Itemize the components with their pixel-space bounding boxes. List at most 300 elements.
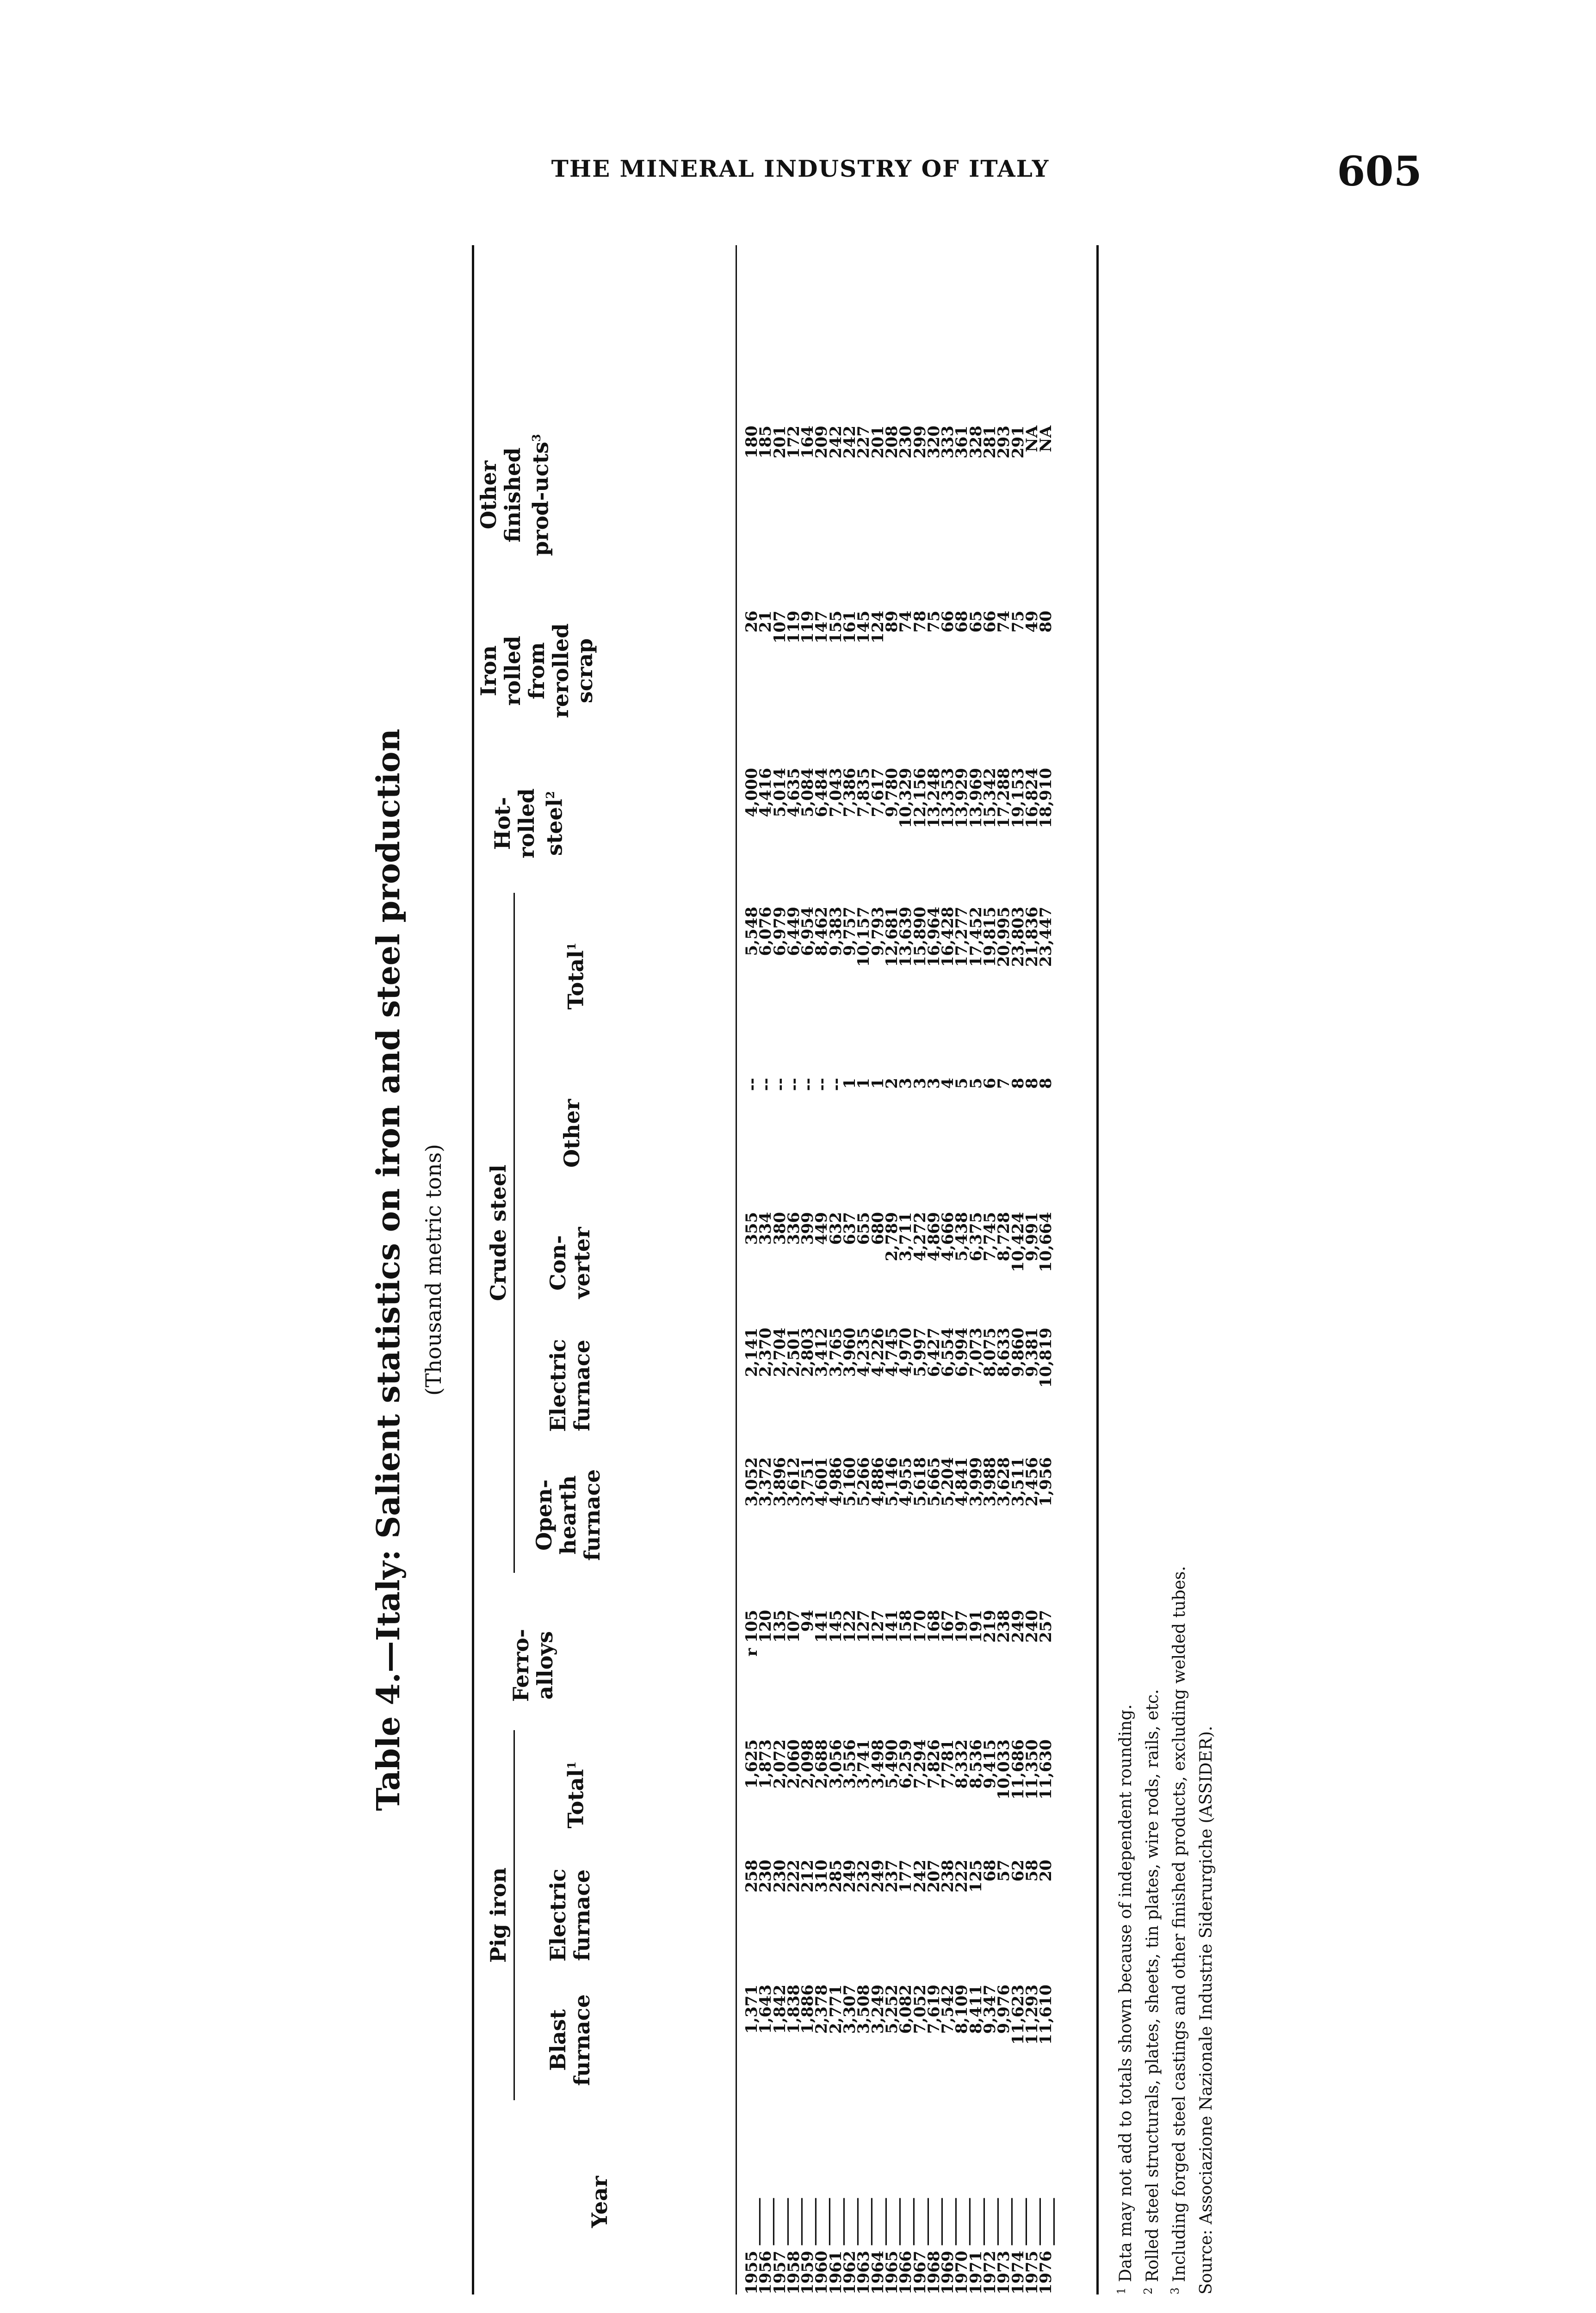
table-cell: NA <box>1037 426 1056 452</box>
table-cell: 2,456 <box>1022 1457 1041 1507</box>
table-cell: 74 <box>897 611 916 633</box>
table-cell: 177 <box>897 1860 916 1892</box>
table-cell: 1,886 <box>798 1985 817 2034</box>
crude-steel-rule <box>513 893 515 1573</box>
table-cell: 16,824 <box>1022 768 1041 829</box>
table-cell: 9,991 <box>1022 1212 1041 1262</box>
table-cell: -- <box>826 1078 845 1091</box>
table-cell-year: 1959 ______ <box>798 2198 817 2294</box>
footnote-text: Data may not add to totals shown because of independent rounding. <box>1116 1704 1135 2282</box>
table-cell: 8,633 <box>995 1328 1014 1377</box>
table-row <box>1037 245 1056 2294</box>
table-cell: 328 <box>966 426 985 458</box>
table-cell: 164 <box>798 426 817 458</box>
table-cell: 75 <box>924 611 943 633</box>
table-cell: 333 <box>939 426 958 458</box>
table-cell: 4,226 <box>868 1328 887 1377</box>
table-cell: 293 <box>995 426 1014 458</box>
table-cell: 4,235 <box>854 1328 873 1377</box>
table-cell: 107 <box>784 1610 803 1643</box>
table-cell: 3,999 <box>966 1457 985 1507</box>
col-header-pig-electric: Electric furnace <box>545 1868 594 1962</box>
running-header: THE MINERAL INDUSTRY OF ITALY <box>551 155 1050 182</box>
table-cell: 257 <box>1037 1610 1056 1643</box>
table-cell: 4 <box>939 1078 958 1089</box>
table-cell: 3,765 <box>826 1328 845 1377</box>
table-cell: -- <box>798 1078 817 1091</box>
table-cell: 209 <box>812 426 831 458</box>
table-cell: 13,929 <box>953 768 971 829</box>
table-cell: 6,449 <box>784 907 803 956</box>
table-cell: 75 <box>1008 611 1027 633</box>
footnote <box>1191 245 1218 2294</box>
footnote-mark: 2 <box>1142 2287 1155 2294</box>
table-cell: 281 <box>981 426 1000 458</box>
table-cell: r 105 <box>742 1610 761 1657</box>
table-cell: 7,043 <box>826 768 845 817</box>
table-cell: 141 <box>882 1610 901 1643</box>
table-cell-year: 1969 ______ <box>939 2198 958 2294</box>
table-cell: 57 <box>995 1860 1014 1882</box>
table-cell: 2,688 <box>812 1739 831 1789</box>
table-cell: 8,411 <box>966 1985 985 2034</box>
table-cell-year: 1957 ______ <box>770 2198 789 2294</box>
table-cell: 4,970 <box>897 1328 916 1377</box>
table-cell: 3,960 <box>841 1328 860 1377</box>
table-cell: 172 <box>784 426 803 458</box>
table-cell: 5,204 <box>939 1457 958 1507</box>
table-cell: 249 <box>1008 1610 1027 1643</box>
table-cell: 197 <box>953 1610 971 1643</box>
table-cell: 240 <box>1022 1610 1041 1643</box>
table-body <box>742 245 1056 2294</box>
table-cell: 242 <box>841 426 860 458</box>
table-cell: 201 <box>770 426 789 458</box>
table-cell: 5,014 <box>770 768 789 817</box>
table-cell: 3,508 <box>854 1985 873 2034</box>
table-cell: 145 <box>826 1610 845 1643</box>
table-cell-year: 1975 ______ <box>1022 2198 1041 2294</box>
col-header-open-hearth: Open-hearth furnace <box>532 1469 605 1561</box>
table-cell: 249 <box>841 1860 860 1892</box>
table-cell: 7,835 <box>854 768 873 817</box>
table-cell: -- <box>756 1078 775 1091</box>
table-cell: 399 <box>798 1212 817 1245</box>
table-cell: 107 <box>770 611 789 643</box>
table-cell: 21,836 <box>1022 907 1041 967</box>
table-cell-year: 1968 ______ <box>924 2198 943 2294</box>
col-header-year: Year <box>587 2176 612 2228</box>
col-header-blast-furnace: Blast furnace <box>545 1994 594 2086</box>
table-cell: 11,630 <box>1037 1739 1056 1800</box>
footnote-text: Including forged steel castings and other finished products, excluding welded tubes. <box>1170 1566 1189 2282</box>
table-cell: 4,869 <box>924 1212 943 1262</box>
table-cell: 5,490 <box>882 1739 901 1789</box>
table-cell: 4,000 <box>742 768 761 817</box>
table-cell: 7,781 <box>939 1739 958 1789</box>
table-cell: 6,484 <box>812 768 831 817</box>
table-cell: 680 <box>868 1212 887 1245</box>
table-cell: 89 <box>882 611 901 633</box>
col-header-other-finished: Other finished prod-ucts$^3$ <box>476 434 553 556</box>
table-cell: 19,815 <box>981 907 1000 967</box>
table-cell: 4,666 <box>939 1212 958 1262</box>
table-cell: 285 <box>826 1860 845 1892</box>
table-cell: 6,954 <box>798 907 817 956</box>
table-cell: 237 <box>882 1860 901 1892</box>
table-cell-year: 1970 ______ <box>953 2198 971 2294</box>
table-cell-year: 1964 ______ <box>868 2198 887 2294</box>
table-cell: 11,350 <box>1022 1739 1041 1800</box>
table-cell: 9,757 <box>841 907 860 956</box>
table-cell: 15,890 <box>910 907 929 967</box>
table-cell: 10,329 <box>897 768 916 829</box>
table-cell: 15,342 <box>981 768 1000 829</box>
table-cell: 4,601 <box>812 1457 831 1507</box>
table-cell: 7,542 <box>939 1985 958 2034</box>
table-cell: 336 <box>784 1212 803 1245</box>
table-cell-year: 1960 ______ <box>812 2198 831 2294</box>
table-cell: 3,056 <box>826 1739 845 1789</box>
footnote-text: Source: Associazione Nazionale Industrie Siderurgiche (ASSIDER). <box>1197 1725 1216 2294</box>
table-cell: 4,886 <box>868 1457 887 1507</box>
table-cell: 9,976 <box>995 1985 1014 2034</box>
table-cell: 299 <box>910 426 929 458</box>
table-cell: 68 <box>953 611 971 633</box>
footnote <box>1110 245 1137 2294</box>
table-cell: 5,252 <box>882 1985 901 2034</box>
table-cell: 238 <box>995 1610 1014 1643</box>
table-cell: 135 <box>770 1610 789 1643</box>
table-cell-year: 1961 ______ <box>826 2198 845 2294</box>
table-cell: 66 <box>939 611 958 633</box>
table-cell: 230 <box>770 1860 789 1892</box>
table-cell: 2,060 <box>784 1739 803 1789</box>
table-cell: 180 <box>742 426 761 458</box>
table-cell: 3,896 <box>770 1457 789 1507</box>
table-cell: 5,618 <box>910 1457 929 1507</box>
header-bottom-rule <box>736 245 737 2294</box>
table-cell: 655 <box>854 1212 873 1245</box>
table-cell-year: 1967 ______ <box>910 2198 929 2294</box>
table-cell: 94 <box>798 1610 817 1632</box>
table-cell: 4,745 <box>882 1328 901 1377</box>
table-cell: 258 <box>742 1860 761 1892</box>
table-cell-year: 1965 ______ <box>882 2198 901 2294</box>
table-cell: 8 <box>1008 1078 1027 1089</box>
table-cell: 127 <box>854 1610 873 1643</box>
table-cell: 1,838 <box>784 1985 803 2034</box>
table-cell: 3 <box>897 1078 916 1089</box>
table-cell: 3,711 <box>897 1212 916 1262</box>
table-cell: 9,780 <box>882 768 901 817</box>
table-cell: 5,548 <box>742 907 761 956</box>
table-cell: 49 <box>1022 611 1041 633</box>
table-cell: 9,347 <box>981 1985 1000 2034</box>
table-cell: 3,628 <box>995 1457 1014 1507</box>
table-cell: 230 <box>897 426 916 458</box>
table-cell: 2,704 <box>770 1328 789 1377</box>
table-cell: 8,109 <box>953 1985 971 2034</box>
table-cell-year: 1971 ______ <box>966 2198 985 2294</box>
table-cell: 4,272 <box>910 1212 929 1262</box>
table-cell: 230 <box>756 1860 775 1892</box>
table-cell: 6,076 <box>756 907 775 956</box>
table-cell: 147 <box>812 611 831 643</box>
table-cell: 3 <box>924 1078 943 1089</box>
table-cell: 1,956 <box>1037 1457 1056 1507</box>
table-cell: 167 <box>939 1610 958 1643</box>
table-cell: 11,686 <box>1008 1739 1027 1800</box>
table-cell: 3,741 <box>854 1739 873 1789</box>
table-cell: 3,498 <box>868 1739 887 1789</box>
table-cell: 13,969 <box>966 768 985 829</box>
table-cell: 3,052 <box>742 1457 761 1507</box>
table-cell: 62 <box>1008 1860 1027 1882</box>
group-header-pig-iron: Pig iron <box>486 1867 511 1963</box>
table-cell: 5,084 <box>798 768 817 817</box>
table-cell: 3,556 <box>841 1739 860 1789</box>
table-cell: 1,873 <box>756 1739 775 1789</box>
table-cell: 5,438 <box>953 1212 971 1262</box>
table-cell: 78 <box>910 611 929 633</box>
table-cell: -- <box>742 1078 761 1091</box>
table-cell: 120 <box>756 1610 775 1643</box>
table-cell: 4,841 <box>953 1457 971 1507</box>
table-cell: 449 <box>812 1212 831 1245</box>
table-cell: 5,160 <box>841 1457 860 1507</box>
table-cell: 11,293 <box>1022 1985 1041 2045</box>
table-cell: 6,427 <box>924 1328 943 1377</box>
table-cell: 3,372 <box>756 1457 775 1507</box>
table-cell: 6,259 <box>897 1739 916 1789</box>
table-cell: 141 <box>812 1610 831 1643</box>
table-cell: 9,793 <box>868 907 887 956</box>
table-cell: 161 <box>841 611 860 643</box>
table-cell: 74 <box>995 611 1014 633</box>
table-cell-year: 1958 ______ <box>784 2198 803 2294</box>
table-cell: 23,447 <box>1037 907 1056 967</box>
table-cell-year: 1955 ______ <box>742 2198 761 2294</box>
table-cell: 207 <box>924 1860 943 1892</box>
rotated-table-block <box>370 245 1216 2294</box>
col-header-other: Other <box>559 1099 584 1168</box>
table-cell: 20 <box>1037 1860 1056 1882</box>
table-cell: 26 <box>742 611 761 633</box>
table-cell: 10,157 <box>854 907 873 967</box>
table-cell: 201 <box>868 426 887 458</box>
table-cell: 5 <box>966 1078 985 1089</box>
table-cell: 13,639 <box>897 907 916 967</box>
table-cell: 361 <box>953 426 971 458</box>
table-cell: 2,098 <box>798 1739 817 1789</box>
table-cell: 1,371 <box>742 1985 761 2034</box>
table-cell: 6,994 <box>953 1328 971 1377</box>
table-cell: 249 <box>868 1860 887 1892</box>
col-header-hot-rolled: Hot-rolled steel$^2$ <box>490 788 567 859</box>
table-cell: 119 <box>784 611 803 643</box>
col-header-steel-electric: Electric furnace <box>545 1339 594 1432</box>
table-bottom-rule <box>1096 245 1099 2294</box>
table-cell: 17,277 <box>953 907 971 967</box>
table-cell: 158 <box>897 1610 916 1643</box>
table-title: Table 4.—Italy: Salient statistics on iron and steel production <box>370 729 407 1811</box>
table-cell: 65 <box>966 611 985 633</box>
table-cell: 18,910 <box>1037 768 1056 829</box>
table-cell: 8,332 <box>953 1739 971 1789</box>
table-cell: 7,386 <box>841 768 860 817</box>
table-cell: 310 <box>812 1860 831 1892</box>
table-cell: 355 <box>742 1212 761 1245</box>
table-cell: 124 <box>868 611 887 643</box>
table-cell: 191 <box>966 1610 985 1643</box>
table-cell-year: 1974 ______ <box>1008 2198 1027 2294</box>
col-header-pig-total: Total$^1$ <box>563 1761 588 1829</box>
table-cell: 2,803 <box>798 1328 817 1377</box>
table-cell: 227 <box>854 426 873 458</box>
table-cell: 7,619 <box>924 1985 943 2034</box>
table-cell: 2,370 <box>756 1328 775 1377</box>
table-cell: 1 <box>841 1078 860 1089</box>
table-cell: 12,681 <box>882 907 901 967</box>
table-cell: 3,511 <box>1008 1457 1027 1507</box>
table-cell: 125 <box>966 1860 985 1892</box>
table-cell: 10,664 <box>1037 1212 1056 1273</box>
table-cell: 155 <box>826 611 845 643</box>
table-cell: 17,452 <box>966 907 985 967</box>
page-number: 605 <box>1337 147 1422 195</box>
table-cell: 2,378 <box>812 1985 831 2034</box>
table-cell: 5,266 <box>854 1457 873 1507</box>
table-cell: 222 <box>953 1860 971 1892</box>
table-cell: 3,612 <box>784 1457 803 1507</box>
col-header-steel-total: Total$^1$ <box>563 942 588 1010</box>
table-cell: 145 <box>854 611 873 643</box>
table-cell: 10,424 <box>1008 1212 1027 1273</box>
table-cell: 127 <box>868 1610 887 1643</box>
table-cell: 3,249 <box>868 1985 887 2034</box>
table-cell: 632 <box>826 1212 845 1245</box>
table-cell-year: 1966 ______ <box>897 2198 916 2294</box>
table-cell: 8,536 <box>966 1739 985 1789</box>
table-cell: 7,617 <box>868 768 887 817</box>
table-cell-year: 1973 ______ <box>995 2198 1014 2294</box>
table-cell: 208 <box>882 426 901 458</box>
table-cell: 7,826 <box>924 1739 943 1789</box>
table-cell: NA <box>1022 426 1041 452</box>
table-subtitle: (Thousand metric tons) <box>421 1144 446 1396</box>
col-header-iron-rerolled: Iron rolled from rerolled scrap <box>476 623 597 718</box>
table-cell-year: 1962 ______ <box>841 2198 860 2294</box>
table-cell: 16,964 <box>924 907 943 967</box>
table-cell-year: 1972 ______ <box>981 2198 1000 2294</box>
table-cell: 7,294 <box>910 1739 929 1789</box>
table-cell: 170 <box>910 1610 929 1643</box>
table-cell: 7,073 <box>966 1328 985 1377</box>
table-cell: 10,033 <box>995 1739 1014 1800</box>
table-cell: 3,988 <box>981 1457 1000 1507</box>
table-cell: 19,153 <box>1008 768 1027 829</box>
table-cell: 119 <box>798 611 817 643</box>
table-cell-year: 1976 ______ <box>1037 2198 1056 2294</box>
table-cell: 4,986 <box>826 1457 845 1507</box>
table-cell: 5,997 <box>910 1328 929 1377</box>
table-cell: 1,625 <box>742 1739 761 1789</box>
table-cell: 8 <box>1037 1078 1056 1089</box>
table-cell: 1 <box>868 1078 887 1089</box>
table-cell: 11,610 <box>1037 1985 1056 2045</box>
table-cell: 58 <box>1022 1860 1041 1882</box>
table-cell: 242 <box>910 1860 929 1892</box>
footnote-mark: 1 <box>1115 2287 1128 2294</box>
table-cell: 8,728 <box>995 1212 1014 1262</box>
table-cell: 9,381 <box>1022 1328 1041 1377</box>
table-cell: 222 <box>784 1860 803 1892</box>
table-cell: 5,665 <box>924 1457 943 1507</box>
table-cell: 4,635 <box>784 768 803 817</box>
table-cell: 6,979 <box>770 907 789 956</box>
table-cell: 291 <box>1008 426 1027 458</box>
footnote <box>1137 245 1164 2294</box>
col-header-converter: Con-verter <box>545 1227 594 1299</box>
table-cell: 380 <box>770 1212 789 1245</box>
table-cell: 6,554 <box>939 1328 958 1377</box>
table-cell: 21 <box>756 611 775 633</box>
table-cell-year: 1963 ______ <box>854 2198 873 2294</box>
footnote-mark: 3 <box>1169 2287 1182 2294</box>
table-cell: 68 <box>981 1860 1000 1882</box>
table-cell: 6,082 <box>897 1985 916 2034</box>
table-cell: 3,751 <box>798 1457 817 1507</box>
table-cell: 17,288 <box>995 768 1014 829</box>
table-cell: 5 <box>953 1078 971 1089</box>
table-cell: 80 <box>1037 611 1056 633</box>
footnote-text: Rolled steel structurals, plates, sheets, tin plates, wire rods, rails, etc. <box>1143 1689 1162 2282</box>
table-cell: 20,995 <box>995 907 1014 967</box>
table-cell: 334 <box>756 1212 775 1245</box>
table-cell: 3,412 <box>812 1328 831 1377</box>
table-cell: 2,072 <box>770 1739 789 1789</box>
table-cell: 9,383 <box>826 907 845 956</box>
table-cell: -- <box>770 1078 789 1091</box>
table-cell: 212 <box>798 1860 817 1892</box>
table-cell: 2,789 <box>882 1212 901 1262</box>
table-cell: 8,462 <box>812 907 831 956</box>
table-cell: 16,428 <box>939 907 958 967</box>
table-cell: 320 <box>924 426 943 458</box>
table-cell: 232 <box>854 1860 873 1892</box>
table-cell: 1 <box>854 1078 873 1089</box>
table-cell: 2,771 <box>826 1985 845 2034</box>
table-cell: 7,052 <box>910 1985 929 2034</box>
table-cell: 2,141 <box>742 1328 761 1377</box>
table-cell: 238 <box>939 1860 958 1892</box>
table-cell: 9,860 <box>1008 1328 1027 1377</box>
table-cell: 242 <box>826 426 845 458</box>
table-cell-year: 1956 ______ <box>756 2198 775 2294</box>
group-header-crude-steel: Crude steel <box>486 1164 511 1301</box>
table-cell: 8 <box>1022 1078 1041 1089</box>
table-cell: 7 <box>995 1078 1014 1089</box>
table-cell: 6,375 <box>966 1212 985 1262</box>
table-cell: -- <box>784 1078 803 1091</box>
table-cell: 6 <box>981 1078 1000 1089</box>
table-cell: 1,842 <box>770 1985 789 2034</box>
table-cell: 4,955 <box>897 1457 916 1507</box>
table-cell: 3 <box>910 1078 929 1089</box>
table-cell: 12,156 <box>910 768 929 829</box>
table-cell: 5,146 <box>882 1457 901 1507</box>
